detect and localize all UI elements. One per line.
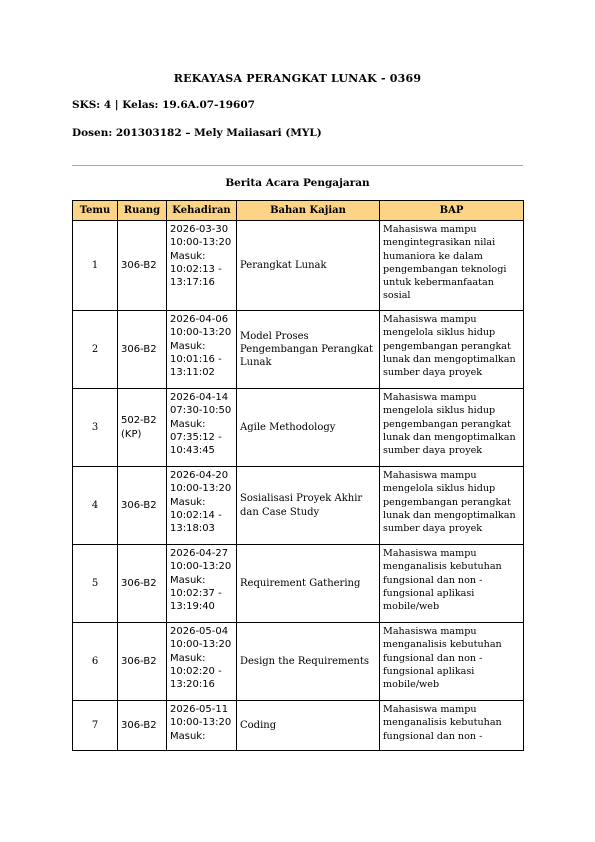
- kehadiran-line: 10:00-13:20: [170, 717, 232, 729]
- kehadiran-line: Masuk:: [170, 418, 206, 430]
- header-kehadiran: Kehadiran: [167, 201, 237, 221]
- bap-line: pengembangan perangkat: [383, 340, 511, 352]
- bap-line: mengelola siklus hidup: [383, 483, 496, 495]
- kehadiran-line: 10:02:20 -: [170, 665, 222, 677]
- cell-temu: 6: [73, 623, 118, 701]
- cell-bap: [380, 623, 524, 701]
- bap-line: lunak dan mengoptimalkan: [383, 353, 516, 365]
- kehadiran-line: 2026-04-14: [170, 392, 229, 403]
- cell-kehadiran: [167, 701, 237, 751]
- kehadiran-line: 10:02:37 -: [170, 587, 222, 599]
- bap-line: untuk kebermanfaatan: [383, 277, 494, 289]
- cell-temu: 2: [73, 311, 118, 389]
- bap-line: mobile/web: [383, 679, 440, 691]
- cell-bap: [380, 545, 524, 623]
- cell-kehadiran: [167, 623, 237, 701]
- sks-kelas-line: SKS: 4 | Kelas: 19.6A.07-19607: [72, 99, 255, 111]
- kehadiran-line: 10:00-13:20: [170, 483, 232, 495]
- cell-bap: [380, 311, 524, 389]
- cell-temu: 7: [73, 701, 118, 751]
- cell-ruang: 502-B2 (KP): [118, 389, 167, 467]
- kehadiran-line: 13:11:02: [170, 367, 215, 379]
- document-title: REKAYASA PERANGKAT LUNAK - 0369: [173, 72, 422, 85]
- cell-bahan-kajian: Requirement Gathering: [237, 545, 380, 623]
- bap-line: sumber daya proyek: [383, 445, 483, 457]
- header-ruang: Ruang: [118, 201, 167, 221]
- cell-bahan-kajian: Coding: [237, 701, 380, 751]
- bap-line: menganalisis kebutuhan: [383, 639, 502, 651]
- cell-ruang: 306-B2: [118, 221, 167, 311]
- cell-ruang: 306-B2: [118, 545, 167, 623]
- bap-line: menganalisis kebutuhan: [383, 717, 502, 729]
- bap-line: Mahasiswa mampu: [383, 548, 477, 559]
- cell-ruang: 306-B2: [118, 311, 167, 389]
- bap-line: humaniora ke dalam: [383, 250, 483, 262]
- kehadiran-line: 2026-04-27: [170, 548, 229, 559]
- kehadiran-line: Masuk:: [170, 730, 206, 742]
- cell-bap: [380, 467, 524, 545]
- kehadiran-line: 2026-05-04: [170, 626, 229, 637]
- table-row: [73, 545, 524, 623]
- cell-kehadiran: [167, 467, 237, 545]
- kehadiran-line: Masuk:: [170, 496, 206, 508]
- table-header-row: [73, 201, 524, 221]
- cell-temu: 3: [73, 389, 118, 467]
- kehadiran-line: 10:43:45: [170, 445, 215, 457]
- bap-line: fungsional dan non -: [383, 652, 483, 664]
- cell-kehadiran: [167, 545, 237, 623]
- cell-temu: 1: [73, 221, 118, 311]
- kehadiran-line: 13:18:03: [170, 523, 215, 535]
- cell-kehadiran: [167, 221, 237, 311]
- header-bahan-kajian: Bahan Kajian: [237, 201, 380, 221]
- bap-line: pengembangan perangkat: [383, 496, 511, 508]
- kehadiran-line: Masuk:: [170, 652, 206, 664]
- table-body: [73, 221, 524, 751]
- bap-line: mengelola siklus hidup: [383, 327, 496, 339]
- table-row: [73, 467, 524, 545]
- cell-ruang: 306-B2: [118, 467, 167, 545]
- kehadiran-line: 13:17:16: [170, 277, 215, 289]
- cell-bahan-kajian: Design the Requirements: [237, 623, 380, 701]
- kehadiran-line: 10:00-13:20: [170, 327, 232, 339]
- kehadiran-line: 13:19:40: [170, 601, 215, 613]
- cell-temu: 5: [73, 545, 118, 623]
- bap-line: fungsional dan non -: [383, 574, 483, 586]
- bap-line: lunak dan mengoptimalkan: [383, 509, 516, 521]
- table-row: [73, 221, 524, 311]
- kehadiran-line: 13:20:16: [170, 679, 215, 691]
- kehadiran-line: 07:35:12 -: [170, 431, 222, 443]
- cell-bap: [380, 701, 524, 751]
- cell-bahan-kajian: Agile Methodology: [237, 389, 380, 467]
- cell-bahan-kajian: Perangkat Lunak: [237, 221, 380, 311]
- kehadiran-line: Masuk:: [170, 340, 206, 352]
- bap-line: fungsional aplikasi: [383, 665, 475, 677]
- cell-bahan-kajian: Model Proses Pengembangan Perangkat Lunak: [237, 311, 380, 389]
- kehadiran-line: 10:00-13:20: [170, 561, 232, 573]
- bap-table: [72, 200, 524, 751]
- bap-line: Mahasiswa mampu: [383, 314, 477, 325]
- bap-line: fungsional dan non -: [383, 730, 483, 742]
- dosen-line: Dosen: 201303182 – Mely Maiiasari (MYL): [72, 127, 322, 139]
- header-bap: BAP: [380, 201, 524, 221]
- header-temu: Temu: [73, 201, 118, 221]
- kehadiran-line: 2026-03-30: [170, 224, 229, 235]
- kehadiran-line: 2026-04-06: [170, 314, 229, 325]
- bap-line: Mahasiswa mampu: [383, 224, 477, 235]
- cell-bap: [380, 389, 524, 467]
- cell-kehadiran: [167, 389, 237, 467]
- kehadiran-line: 10:02:13 -: [170, 263, 222, 275]
- cell-bahan-kajian: Sosialisasi Proyek Akhir dan Case Study: [237, 467, 380, 545]
- cell-ruang: 306-B2: [118, 623, 167, 701]
- table-row: [73, 389, 524, 467]
- table-row: [73, 701, 524, 751]
- cell-temu: 4: [73, 467, 118, 545]
- bap-line: pengembangan perangkat: [383, 418, 511, 430]
- kehadiran-line: Masuk:: [170, 250, 206, 262]
- bap-line: Mahasiswa mampu: [383, 704, 477, 715]
- horizontal-divider: [72, 165, 523, 166]
- cell-ruang: 306-B2: [118, 701, 167, 751]
- table-row: [73, 623, 524, 701]
- bap-line: mengelola siklus hidup: [383, 405, 496, 417]
- table-caption: Berita Acara Pengajaran: [225, 177, 370, 189]
- kehadiran-line: 07:30-10:50: [170, 405, 232, 417]
- table-row: [73, 311, 524, 389]
- kehadiran-line: 10:02:14 -: [170, 509, 222, 521]
- bap-line: fungsional aplikasi: [383, 587, 475, 599]
- bap-line: pengembangan teknologi: [383, 263, 507, 275]
- bap-line: lunak dan mengoptimalkan: [383, 431, 516, 443]
- kehadiran-line: 10:00-13:20: [170, 639, 232, 651]
- kehadiran-line: 10:00-13:20: [170, 237, 232, 249]
- bap-line: mobile/web: [383, 601, 440, 613]
- bap-line: sosial: [383, 290, 411, 302]
- kehadiran-line: 2026-05-11: [170, 704, 229, 715]
- bap-line: mengintegrasikan nilai: [383, 237, 496, 249]
- kehadiran-line: Masuk:: [170, 574, 206, 586]
- kehadiran-line: 10:01:16 -: [170, 353, 222, 365]
- bap-line: Mahasiswa mampu: [383, 626, 477, 637]
- bap-line: Mahasiswa mampu: [383, 470, 477, 481]
- kehadiran-line: 2026-04-20: [170, 470, 229, 481]
- cell-kehadiran: [167, 311, 237, 389]
- cell-bap: [380, 221, 524, 311]
- bap-line: sumber daya proyek: [383, 523, 483, 535]
- bap-line: menganalisis kebutuhan: [383, 561, 502, 573]
- bap-line: Mahasiswa mampu: [383, 392, 477, 403]
- bap-line: sumber daya proyek: [383, 367, 483, 379]
